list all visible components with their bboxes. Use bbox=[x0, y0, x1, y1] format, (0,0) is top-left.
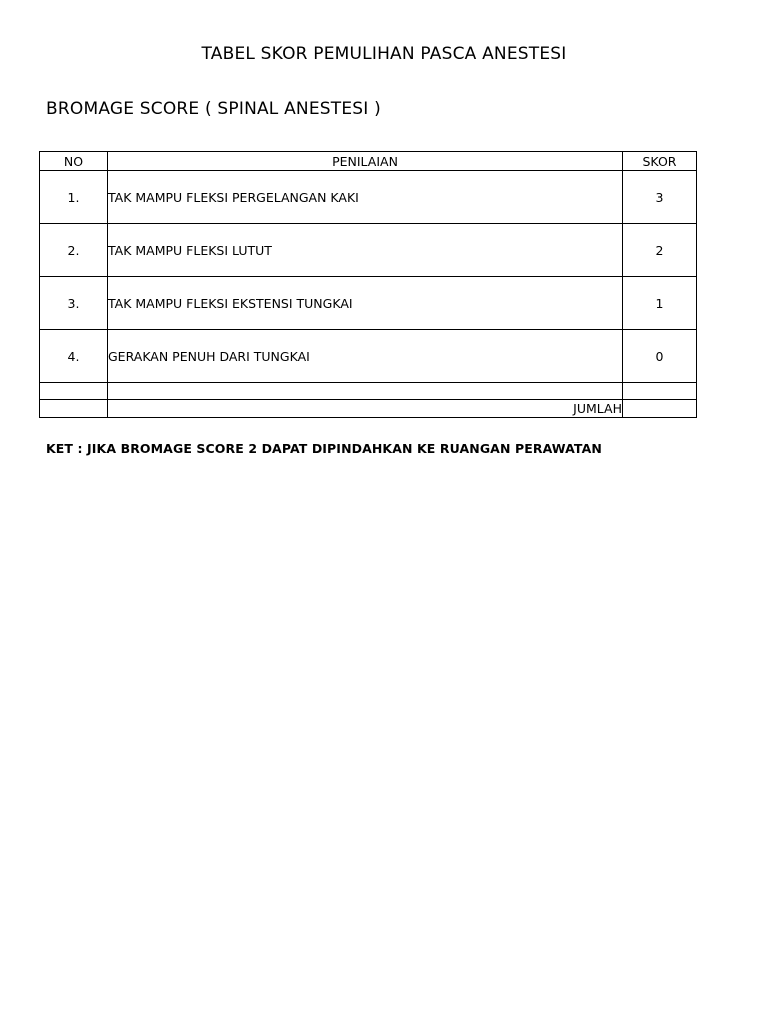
section-title: BROMAGE SCORE ( SPINAL ANESTESI ) bbox=[46, 99, 381, 119]
blank-cell bbox=[40, 400, 108, 418]
table-header-row bbox=[40, 152, 697, 171]
row-score: 2 bbox=[623, 224, 697, 277]
row-score: 3 bbox=[623, 171, 697, 224]
table-row bbox=[40, 277, 697, 330]
total-label: JUMLAH bbox=[108, 400, 623, 418]
table-row bbox=[40, 330, 697, 383]
row-assessment: TAK MAMPU FLEKSI PERGELANGAN KAKI bbox=[108, 171, 623, 224]
table-row bbox=[40, 224, 697, 277]
footnote: KET : JIKA BROMAGE SCORE 2 DAPAT DIPINDAHKAN KE RUANGAN PERAWATAN bbox=[46, 441, 602, 456]
blank-cell bbox=[623, 383, 697, 400]
total-value bbox=[623, 400, 697, 418]
blank-cell bbox=[108, 383, 623, 400]
row-assessment: TAK MAMPU FLEKSI LUTUT bbox=[108, 224, 623, 277]
row-number: 1. bbox=[40, 171, 108, 224]
row-assessment: TAK MAMPU FLEKSI EKSTENSI TUNGKAI bbox=[108, 277, 623, 330]
row-score: 1 bbox=[623, 277, 697, 330]
total-row bbox=[40, 400, 697, 418]
page-title: TABEL SKOR PEMULIHAN PASCA ANESTESI bbox=[201, 44, 567, 64]
row-number: 4. bbox=[40, 330, 108, 383]
row-number: 3. bbox=[40, 277, 108, 330]
column-header-skor: SKOR bbox=[623, 152, 697, 171]
blank-cell bbox=[40, 383, 108, 400]
row-score: 0 bbox=[623, 330, 697, 383]
column-header-no: NO bbox=[40, 152, 108, 171]
table-row bbox=[40, 171, 697, 224]
bromage-score-table bbox=[39, 151, 697, 418]
row-assessment: GERAKAN PENUH DARI TUNGKAI bbox=[108, 330, 623, 383]
row-number: 2. bbox=[40, 224, 108, 277]
column-header-penilaian: PENILAIAN bbox=[108, 152, 623, 171]
blank-row bbox=[40, 383, 697, 400]
